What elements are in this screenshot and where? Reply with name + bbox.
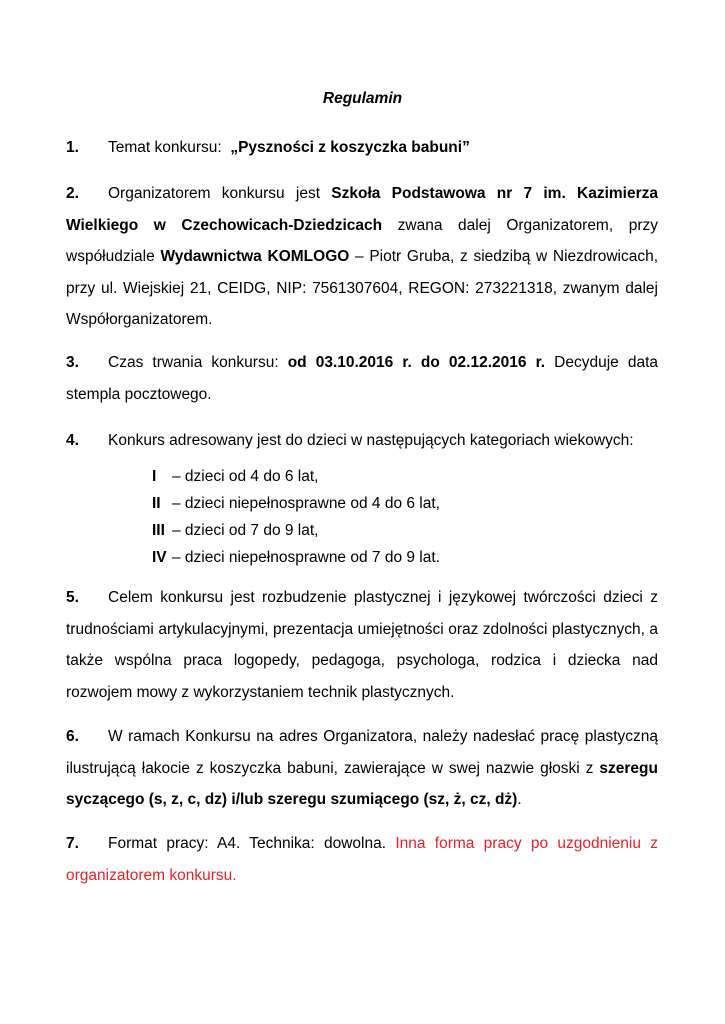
organizer-name: Szkoła Podstawowa nr 7 im. Kazimierza Wielkiego w Czechowicach-Dziedzicach xyxy=(66,185,658,234)
section-number: 5. xyxy=(66,589,79,606)
section-text: Celem konkursu jest rozbudzenie plastycznej i językowej twórczości dzieci z trudnościami artykulacyjnymi, prezentacja umiejętności oraz zdolności plastycznych, a także wspólna praca logopedy, pedagoga, psychologa, rodzica i dziecka nad rozwojem mowy z wykorzystaniem technik plastycznych. xyxy=(66,589,658,701)
list-item xyxy=(152,463,440,490)
section-text: – Piotr Gruba, z siedzibą w Niezdrowicach, przy ul. Wiejskiej 21, CEIDG, NIP: 7561307604, REGON: 273221318, zwanym dalej Współorganizatorem. xyxy=(66,248,658,328)
list-item xyxy=(152,490,440,517)
category-roman: III xyxy=(152,522,165,539)
section-5 xyxy=(66,582,658,708)
category-text: – dzieci niepełnosprawne od 4 do 6 lat, xyxy=(172,495,440,512)
section-7 xyxy=(66,828,658,891)
section-text: W ramach Konkursu na adres Organizatora, należy nadesłać pracę plastyczną ilustrującą łakocie z koszyczka babuni, zawierające w swej nazwie głoski z xyxy=(66,728,658,777)
section-number: 7. xyxy=(66,835,79,852)
section-text: Format pracy: A4. Technika: dowolna. xyxy=(108,835,396,852)
alternate-form-note: Inna forma pracy po uzgodnieniu z organizatorem konkursu. xyxy=(66,835,658,884)
list-item xyxy=(152,517,440,544)
section-text: . xyxy=(517,791,522,808)
section-number: 6. xyxy=(66,728,79,745)
section-6 xyxy=(66,721,658,816)
list-item xyxy=(152,544,440,571)
section-text: Temat konkursu: xyxy=(108,139,222,156)
category-roman: I xyxy=(152,468,157,485)
co-organizer-name: Wydawnictwa KOMLOGO xyxy=(160,248,350,265)
section-1 xyxy=(66,132,658,164)
section-number: 4. xyxy=(66,432,79,449)
section-4 xyxy=(66,425,658,457)
category-text: – dzieci niepełnosprawne od 7 do 9 lat. xyxy=(172,549,440,566)
section-text: zwana dalej Organizatorem, przy współudziale xyxy=(66,216,658,265)
section-number: 1. xyxy=(66,139,79,156)
age-categories-list xyxy=(152,463,440,571)
section-number: 2. xyxy=(66,185,79,202)
category-roman: II xyxy=(152,495,161,512)
section-text: Konkurs adresowany jest do dzieci w następujących kategoriach wiekowych: xyxy=(108,432,634,449)
category-text: – dzieci od 4 do 6 lat, xyxy=(172,468,319,485)
document-title: Regulamin xyxy=(322,90,403,107)
section-text: Organizatorem konkursu jest xyxy=(108,185,332,202)
section-3 xyxy=(66,347,658,410)
section-text: Decyduje data stempla pocztowego. xyxy=(66,354,658,403)
section-text: Czas trwania konkursu: xyxy=(108,354,288,371)
sound-series: szeregu syczącego (s, z, c, dz) i/lub szeregu szumiącego (sz, ż, cz, dż) xyxy=(66,759,658,808)
section-number: 3. xyxy=(66,354,79,371)
contest-theme: „Pyszności z koszyczka babuni” xyxy=(230,139,470,156)
category-text: – dzieci od 7 do 9 lat, xyxy=(172,522,319,539)
category-roman: IV xyxy=(152,549,167,566)
section-2 xyxy=(66,178,658,336)
contest-dates: od 03.10.2016 r. do 02.12.2016 r. xyxy=(287,354,546,371)
